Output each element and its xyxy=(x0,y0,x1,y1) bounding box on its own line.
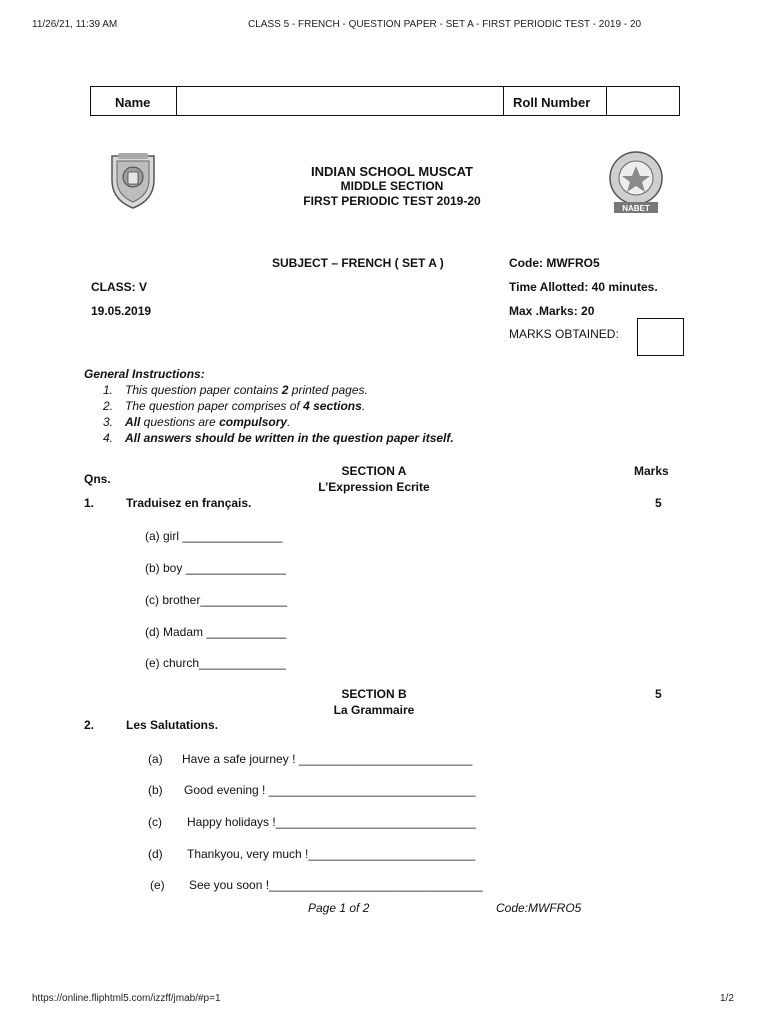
q2-item-e-label: (e) xyxy=(150,878,165,892)
footer-code: Code:MWFRO5 xyxy=(496,901,582,915)
section-a-title: SECTION A xyxy=(341,464,407,478)
q1-item-c[interactable]: (c) brother_____________ xyxy=(145,593,288,607)
q2-item-c-label: (c) xyxy=(148,815,162,829)
test-title: FIRST PERIODIC TEST 2019-20 xyxy=(303,194,481,208)
name-field[interactable] xyxy=(176,87,177,115)
section-b-marks: 5 xyxy=(655,687,662,701)
instructions-heading: General Instructions: xyxy=(84,367,205,381)
time-allotted: Time Allotted: 40 minutes. xyxy=(509,280,658,294)
school-section: MIDDLE SECTION xyxy=(340,179,444,193)
nabet-logo xyxy=(606,150,666,221)
q2-item-d[interactable]: Thankyou, very much !_________________________ xyxy=(187,847,476,861)
qns-column-label: Qns. xyxy=(84,472,111,486)
marks-column-label: Marks xyxy=(634,464,669,478)
instruction-item: 3. All questions are compulsory. xyxy=(103,415,291,429)
section-b-subtitle: La Grammaire xyxy=(333,703,415,717)
q1-text: Traduisez en français. xyxy=(126,496,252,510)
section-a-subtitle: L’Expression Ecrite xyxy=(318,480,430,494)
class-label: CLASS: V xyxy=(91,280,148,294)
subject-label: SUBJECT – FRENCH ( SET A ) xyxy=(272,256,444,270)
q2-item-b[interactable]: Good evening ! _______________________________ xyxy=(184,783,476,797)
page-number: Page 1 of 2 xyxy=(308,901,370,915)
print-doc-title: CLASS 5 - FRENCH - QUESTION PAPER - SET A - FIRST PERIODIC TEST - 2019 - 20 xyxy=(248,19,642,30)
max-marks: Max .Marks: 20 xyxy=(509,304,595,318)
nabet-label: NABET xyxy=(622,204,650,213)
q2-item-a-label: (a) xyxy=(148,752,163,766)
paper-code: Code: MWFRO5 xyxy=(509,256,600,270)
marks-obtained-label: MARKS OBTAINED: xyxy=(509,327,619,341)
q2-item-b-label: (b) xyxy=(148,783,163,797)
school-crest-logo xyxy=(108,150,158,215)
q1-item-a[interactable]: (a) girl _______________ xyxy=(145,529,283,543)
school-name: INDIAN SCHOOL MUSCAT xyxy=(310,164,474,179)
q1-marks: 5 xyxy=(655,496,662,510)
q1-item-d[interactable]: (d) Madam ____________ xyxy=(145,625,287,639)
q1-number: 1. xyxy=(84,496,95,510)
roll-number-label: Roll Number xyxy=(513,95,591,110)
roll-number-field[interactable] xyxy=(606,87,607,115)
name-label: Name xyxy=(115,95,151,110)
print-datetime: 11/26/21, 11:39 AM xyxy=(32,19,118,30)
print-page-indicator: 1/2 xyxy=(720,993,734,1004)
q2-number: 2. xyxy=(84,718,95,732)
q2-item-d-label: (d) xyxy=(148,847,163,861)
q1-item-b[interactable]: (b) boy _______________ xyxy=(145,561,286,575)
q2-text: Les Salutations. xyxy=(126,718,219,732)
q2-item-a[interactable]: Have a safe journey ! __________________________ xyxy=(182,752,473,766)
exam-date: 19.05.2019 xyxy=(91,304,152,318)
name-roll-box xyxy=(90,86,680,116)
instruction-item: 4. All answers should be written in the question paper itself. xyxy=(103,431,454,445)
q1-item-e[interactable]: (e) church_____________ xyxy=(145,656,286,670)
instruction-item: 2. The question paper comprises of 4 sections. xyxy=(103,399,366,413)
q2-item-c[interactable]: Happy holidays !______________________________ xyxy=(187,815,476,829)
section-b-title: SECTION B xyxy=(341,687,407,701)
marks-obtained-box[interactable] xyxy=(637,318,684,356)
print-url[interactable]: https://online.fliphtml5.com/izzff/jmab/#p=1 xyxy=(32,993,221,1004)
instructions-list xyxy=(103,382,454,446)
q2-item-e[interactable]: See you soon !________________________________ xyxy=(189,878,483,892)
instruction-item: 1. This question paper contains 2 printed pages. xyxy=(103,383,368,397)
roll-label-cell xyxy=(503,87,504,115)
